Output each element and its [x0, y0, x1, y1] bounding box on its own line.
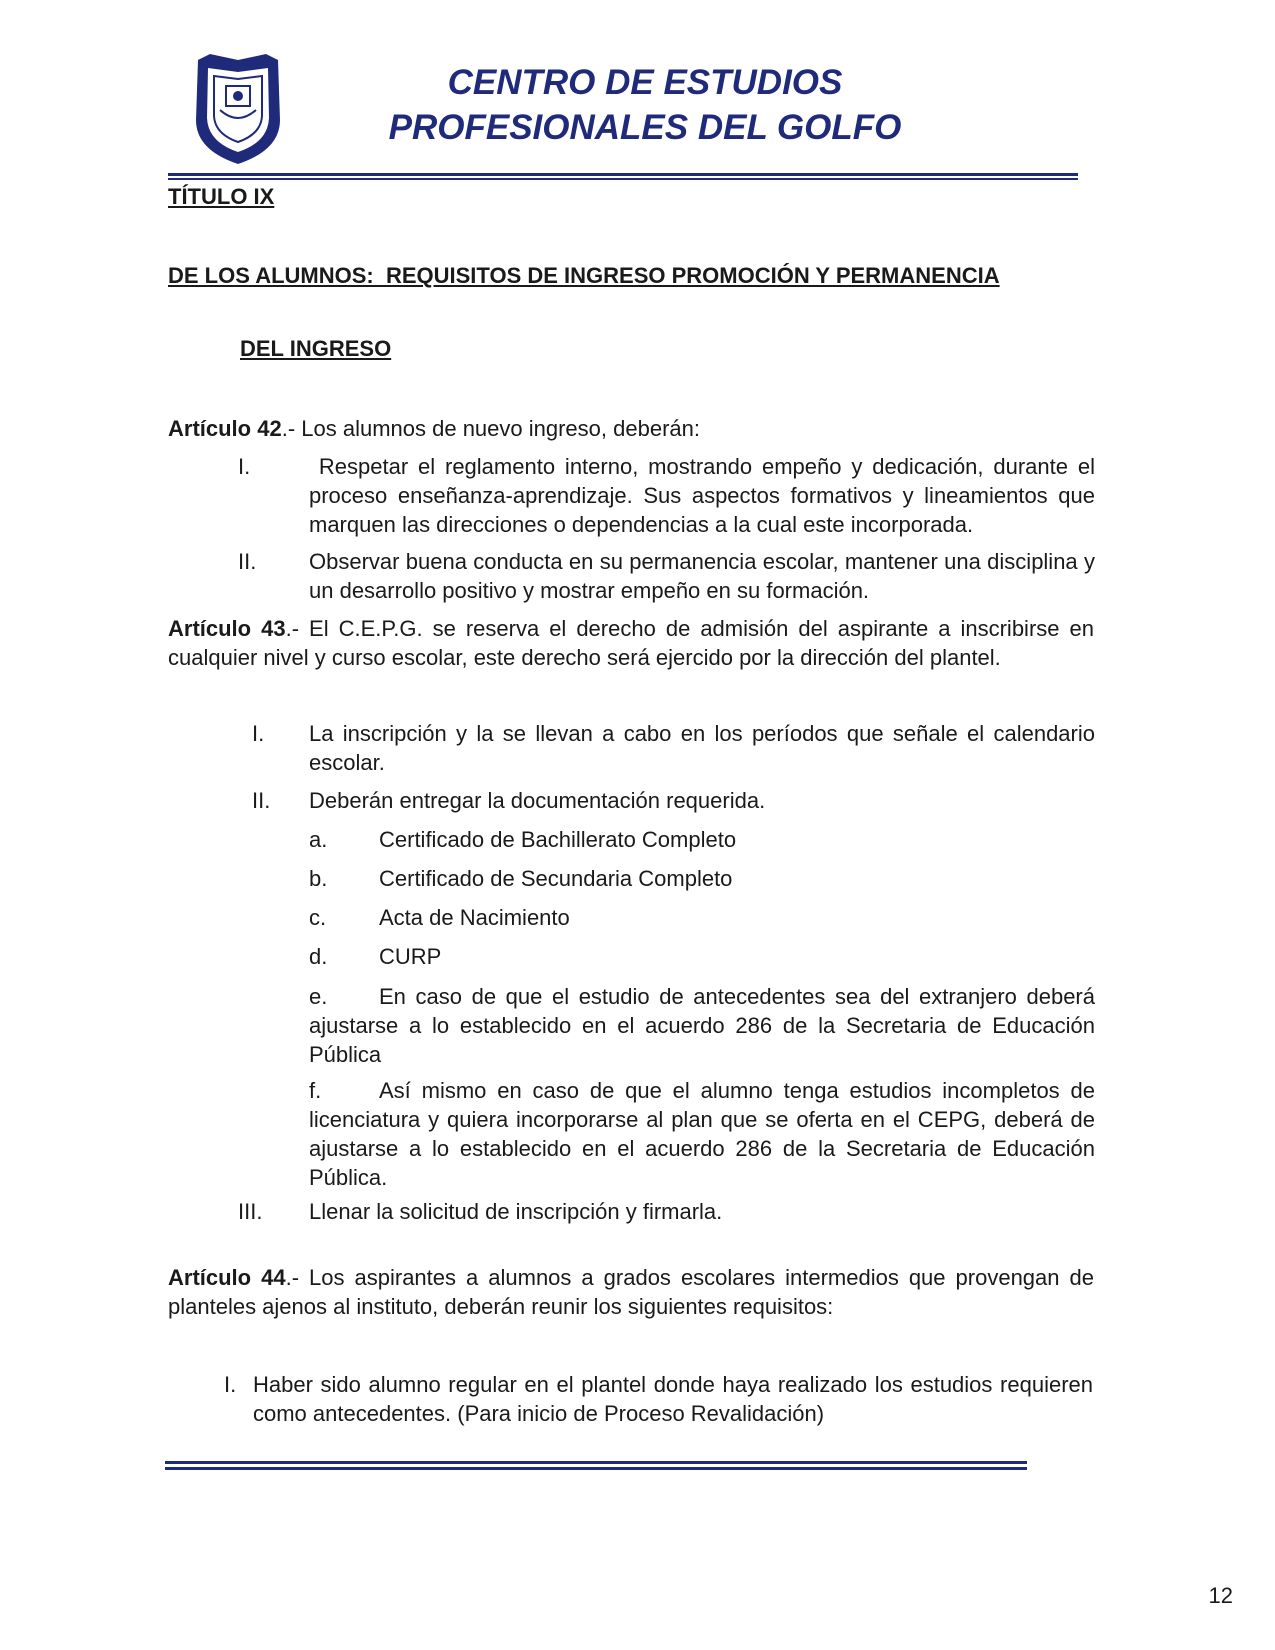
document-title: TÍTULO IX	[168, 184, 275, 209]
subitem-text: Así mismo en caso de que el alumno tenga estudios incompletos de licenciatura y quiera incorporarse al plan que se oferta en el CEPG, deberá de ajustarse a lo establecido en el acuerdo 286 de la Secretaria de Educación Pública.	[309, 1078, 1095, 1190]
article-44-intro	[168, 1263, 1094, 1321]
article-42-text: .- Los alumnos de nuevo ingreso, deberán:	[281, 416, 700, 441]
subitem-text: Certificado de Bachillerato Completo	[379, 827, 737, 852]
article-43-intro	[168, 614, 1094, 672]
institution-title	[330, 60, 960, 150]
header-rule-top	[168, 173, 1078, 176]
document-subtitle: DE LOS ALUMNOS: REQUISITOS DE INGRESO PROMOCIÓN Y PERMANENCIA	[168, 263, 1000, 288]
header-rule-bottom	[168, 178, 1078, 180]
subitem-num: a.	[309, 827, 328, 852]
subitem-e	[309, 982, 1095, 1069]
footer-rule-bottom	[165, 1467, 1027, 1470]
subitem-num: b.	[309, 866, 328, 891]
article-42-intro	[168, 414, 1094, 443]
article-44-item-num: I.	[224, 1372, 237, 1397]
article-43-item-num: I.	[252, 721, 265, 746]
article-42-item-num: II.	[238, 549, 257, 574]
article-42-label: Artículo 42	[168, 416, 282, 441]
subitem-text: En caso de que el estudio de antecedentes sea del extranjero deberá ajustarse a lo establecido en el acuerdo 286 de la Secretaria de Educación Pública	[309, 984, 1095, 1067]
article-43-item-num: II.	[252, 788, 271, 813]
article-43-text: .- El C.E.P.G. se reserva el derecho de admisión del aspirante a inscribirse en cualquier nivel y curso escolar, este derecho será ejercido por la dirección del plantel.	[168, 616, 1094, 670]
subitem-num: c.	[309, 905, 327, 930]
article-43-label: Artículo 43	[168, 616, 286, 641]
article-43-item-text: La inscripción y la se llevan a cabo en los períodos que señale el calendario escolar.	[309, 721, 1095, 775]
subitem-text: CURP	[379, 944, 442, 969]
article-44-label: Artículo 44	[168, 1265, 286, 1290]
footer-rule-top	[165, 1461, 1027, 1464]
page-number: 12	[1208, 1583, 1233, 1608]
article-43-item-num: III.	[238, 1199, 263, 1224]
subitem-text: Acta de Nacimiento	[379, 905, 570, 930]
subitem-num: d.	[309, 944, 328, 969]
subitem-f	[309, 1076, 1095, 1192]
subitem-text: Certificado de Secundaria Completo	[379, 866, 733, 891]
article-44-item-text: Haber sido alumno regular en el plantel donde haya realizado los estudios requieren como antecedentes. (Para inicio de Proceso Revalidación)	[253, 1372, 1093, 1426]
institution-title-line2: PROFESIONALES DEL GOLFO	[388, 108, 902, 147]
institution-logo	[190, 50, 286, 168]
article-42-item-num: I.	[238, 454, 251, 479]
article-42-item-text: Observar buena conducta en su permanencia escolar, mantener una disciplina y un desarrollo positivo y mostrar empeño en su formación.	[309, 549, 1095, 603]
article-43-item-text: Deberán entregar la documentación requerida.	[309, 788, 766, 813]
institution-title-line1: CENTRO DE ESTUDIOS	[447, 63, 843, 102]
subitem-num: e.	[309, 984, 328, 1009]
subitem-num: f.	[309, 1078, 322, 1103]
section-heading: DEL INGRESO	[240, 336, 392, 361]
article-43-item-text: Llenar la solicitud de inscripción y firmarla.	[309, 1199, 723, 1224]
article-42-item-text: Respetar el reglamento interno, mostrando empeño y dedicación, durante el proceso enseñanza-aprendizaje. Sus aspectos formativos y lineamientos que marquen las direcciones o dependencias a la cual este incorporada.	[309, 454, 1102, 537]
article-44-text: .- Los aspirantes a alumnos a grados escolares intermedios que provengan de planteles ajenos al instituto, deberán reunir los siguientes requisitos:	[168, 1265, 1094, 1319]
